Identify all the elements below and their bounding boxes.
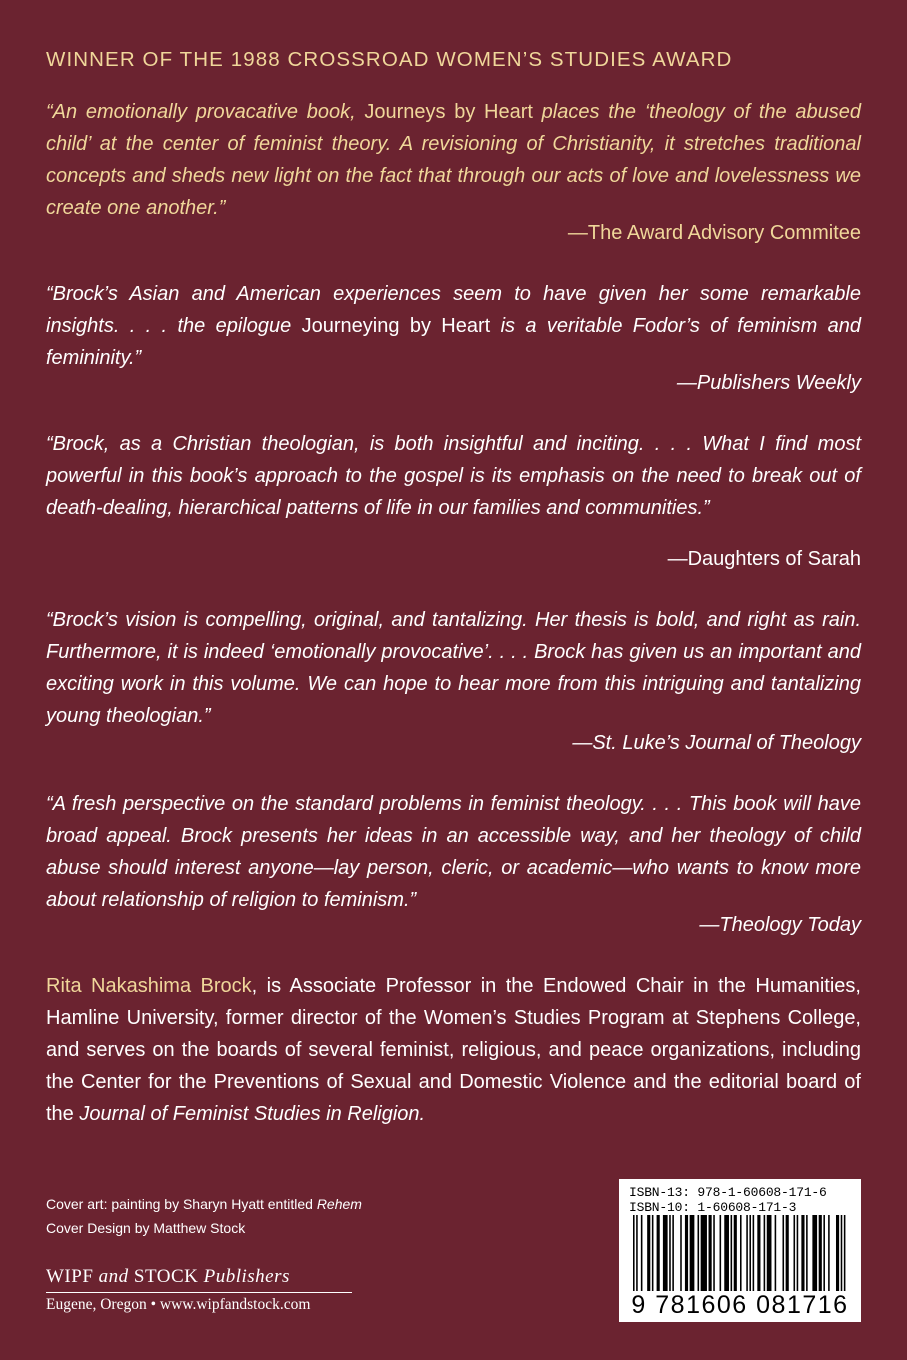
journal-title: Journal of Feminist Studies in Religion. [79,1103,426,1125]
credit-text: Cover art: painting by Sharyn Hyatt entitled [46,1196,317,1212]
publisher-rule [46,1292,352,1293]
quote-publishers-weekly [46,278,861,374]
publisher-name-part: Publishers [203,1266,290,1287]
publisher-name-part: STOCK [128,1266,204,1287]
publisher-logo [46,1266,290,1288]
quote-text: places the ‘theology of the abused child’ at the center of feminist theory. A revisioning of Christianity, it stretches traditional concepts and sheds new light on the fact that through our acts of love and lovelessness we create one another.” [46,101,861,219]
quote-attribution: —Publishers Weekly [676,372,861,394]
author-name: Rita Nakashima Brock [46,975,252,997]
bio-text: , is Associate Professor in the Endowed Chair in the Humanities, Hamline University, former director of the Women’s Studies Program at Stephens College, and serves on the boards of several feminist, religious, and peace organizations, including the Center for the Preventions of Sexual and Domestic Violence and the editorial board of the [46,975,861,1125]
quote-attribution: —The Award Advisory Commitee [567,222,861,244]
publisher-name-part: and [98,1266,129,1287]
book-title: Journeys by Heart [364,101,533,123]
barcode-panel [619,1179,861,1322]
quote-attribution: —St. Luke’s Journal of Theology [572,732,861,754]
award-heading: WINNER OF THE 1988 CROSSROAD WOMEN’S STUDIES AWARD [46,48,733,71]
quote-attribution: —Daughters of Sarah [667,548,861,570]
quote-award-committee [46,96,861,224]
quote-st-lukes: “Brock’s vision is compelling, original, and tantalizing. Her thesis is bold, and right as rain. Furthermore, it is indeed ‘emotionally provocative’. . . . Brock has given us an important and exciting work in this volume. We can hope to hear more from this intriguing and tantalizing young theologian.” [46,609,861,727]
publisher-location: Eugene, Oregon • www.wipfandstock.com [46,1296,311,1313]
barcode-digits: 9 781606 081716 [631,1291,849,1319]
book-title: Journeying by Heart [301,315,491,337]
isbn-13: ISBN-13: 978-1-60608-171-6 [629,1185,827,1200]
quote-text: “Brock’s Asian and American experiences seem to have given her some remarkable insights. . . . the epilogue [46,283,861,337]
cover-design-credit: Cover Design by Matthew Stock [46,1220,246,1236]
barcode-bars [633,1215,847,1291]
quote-daughters-of-sarah: “Brock, as a Christian theologian, is both insightful and inciting. . . . What I find most powerful in this book’s approach to the gospel is its emphasis on the need to break out of death-dealing, hierarchical patterns of life in our families and communities.” [46,433,861,519]
quote-theology-today: “A fresh perspective on the standard problems in feminist theology. . . . This book will have broad appeal. Brock presents her ideas in an accessible way, and her theology of child abuse should interest anyone—lay person, cleric, or academic—who wants to know more about relationship of religion to feminism.” [46,793,861,911]
cover-art-credit [46,1196,362,1212]
quote-text: “An emotionally provacative book, [46,101,365,123]
painting-title: Rehem [316,1196,362,1212]
quote-attribution: —Theology Today [699,914,861,936]
isbn-10: ISBN-10: 1-60608-171-3 [629,1200,797,1215]
quote-text: is a veritable Fodor’s of feminism and femininity.” [46,315,862,369]
author-bio [46,970,861,1130]
publisher-name-part: WIPF [46,1266,99,1287]
